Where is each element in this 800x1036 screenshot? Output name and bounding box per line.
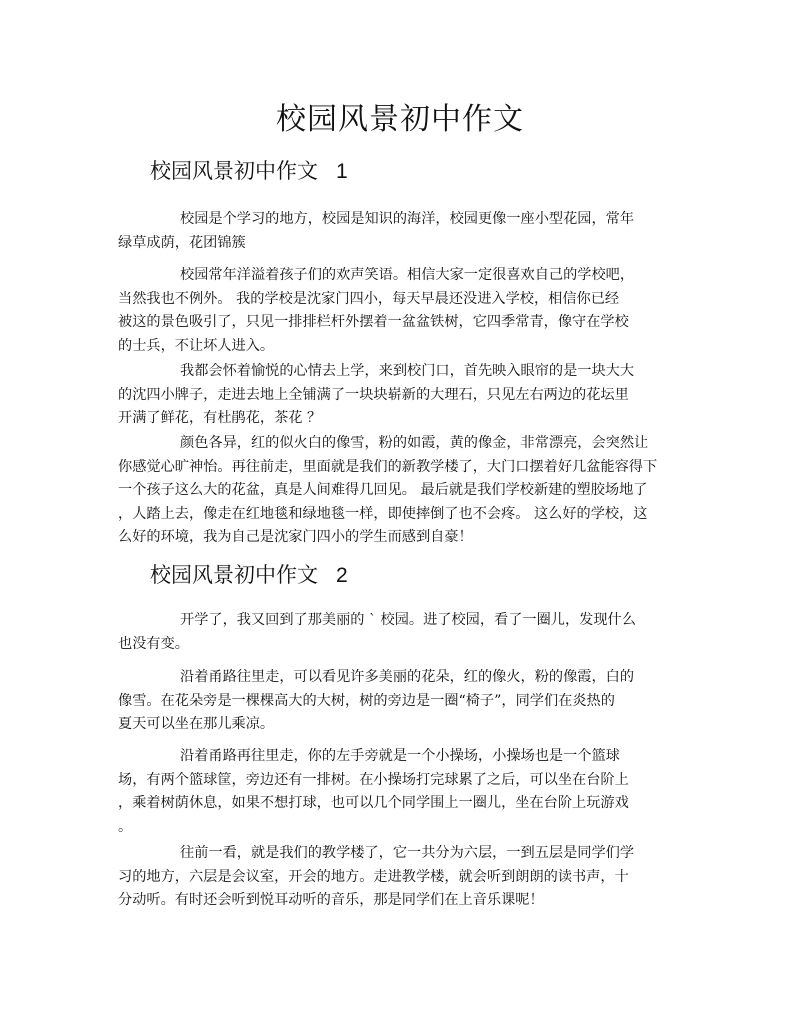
paragraph-line: 像雪。在花朵旁是一棵棵高大的大树，树的旁边是一圈“椅子”，同学们在炎热的 xyxy=(118,692,615,709)
paragraph-line: 分动听。有时还会听到悦耳动听的音乐，那是同学们在上音乐课呢！ xyxy=(118,892,544,908)
paragraph-line: 沿着甬路往里走，可以看见许多美丽的花朵，红的像火，粉的像霞，白的 xyxy=(180,669,635,685)
section-heading-1 xyxy=(150,156,348,187)
paragraph-line: ，人踏上去，像走在红地毯和绿地毯一样，即使摔倒了也不会疼。 这么好的学校，这 xyxy=(118,505,648,522)
paragraph-line: 当然我也不例外。 我的学校是沈家门四小，每天早晨还没进入学校，相信你已经 xyxy=(118,290,620,307)
paragraph-line: 开满了鲜花，有杜鹃花，茶花 ？ xyxy=(118,410,322,426)
paragraph-line: 也没有变。 xyxy=(118,635,189,652)
paragraph xyxy=(118,208,666,255)
section-number: 1 xyxy=(336,160,348,183)
paragraph-line: 场，有两个篮球筐，旁边还有一排树。在小操场打完球累了之后，可以坐在台阶上 xyxy=(118,771,629,788)
paragraph xyxy=(118,842,666,913)
paragraph-line: 校园常年洋溢着孩子们的欢声笑语。相信大家一定很喜欢自己的学校吧， xyxy=(180,267,635,283)
paragraph-line: 我都会怀着愉悦的心情去上学，来到校门口，首先映入眼帘的是一块大大 xyxy=(180,363,635,379)
paragraph-line: 习的地方，六层是会议室，开会的地方。走进教学楼，就会听到朗朗的读书声，十 xyxy=(118,868,629,885)
paragraph-line: 么好的环境，我为自己是沈家门四小的学生而感到自豪！ xyxy=(118,529,473,545)
paragraph-line: 被这的景色吸引了，只见一排排栏杆外摆着一盆盆铁树，它四季常青，像守在学校 xyxy=(118,314,629,330)
paragraph xyxy=(118,745,666,839)
paragraph-line: 往前一看，就是我们的教学楼了，它一共分为六层，一到五层是同学们学 xyxy=(180,845,635,861)
section-heading-text: 校园风景初中作文 xyxy=(150,159,318,183)
paragraph-line: 校园是个学习的地方，校园是知识的海洋，校园更像一座小型花园，常年 xyxy=(180,211,635,227)
section-number: 2 xyxy=(336,564,348,587)
section-heading-text: 校园风景初中作文 xyxy=(150,563,318,587)
paragraph xyxy=(118,666,666,737)
paragraph-line: 开学了，我又回到了那美丽的 ` 校园。进了校园，看了一圈儿，发现什么 xyxy=(180,612,636,628)
document-title: 校园风景初中作文 xyxy=(276,102,524,137)
paragraph-line: 。 xyxy=(118,818,133,835)
paragraph xyxy=(118,264,666,358)
paragraph xyxy=(118,609,666,656)
paragraph-line: ，乘着树荫休息，如果不想打球，也可以几个同学围上一圈儿，坐在台阶上玩游戏 xyxy=(118,795,629,811)
section-heading-2 xyxy=(150,560,348,591)
paragraph-line: 绿草成荫，花团锦簇 xyxy=(118,234,246,251)
paragraph-line: 的士兵，不让坏人进入。 xyxy=(118,337,275,354)
paragraph-line: 沿着甬路再往里走，你的左手旁就是一个小操场，小操场也是一个篮球 xyxy=(180,748,620,764)
paragraph xyxy=(118,432,666,550)
paragraph-line: 的沈四小牌子，走进去地上全铺满了一块块崭新的大理石，只见左右两边的花坛里 xyxy=(118,386,629,403)
paragraph-line: 颜色各异，红的似火白的像雪，粉的如霞，黄的像金，非常漂亮，会突然让 xyxy=(180,435,649,451)
paragraph-line: 夏天可以坐在那儿乘凉。 xyxy=(118,716,275,732)
paragraph xyxy=(118,360,666,431)
paragraph-line: 你感觉心旷神怡。再往前走，里面就是我们的新教学楼了，大门口摆着好几盆能容得下 xyxy=(118,458,658,475)
paragraph-line: 一个孩子这么大的花盆，真是人间难得几回见。 最后就是我们学校新建的塑胶场地了 xyxy=(118,482,648,498)
